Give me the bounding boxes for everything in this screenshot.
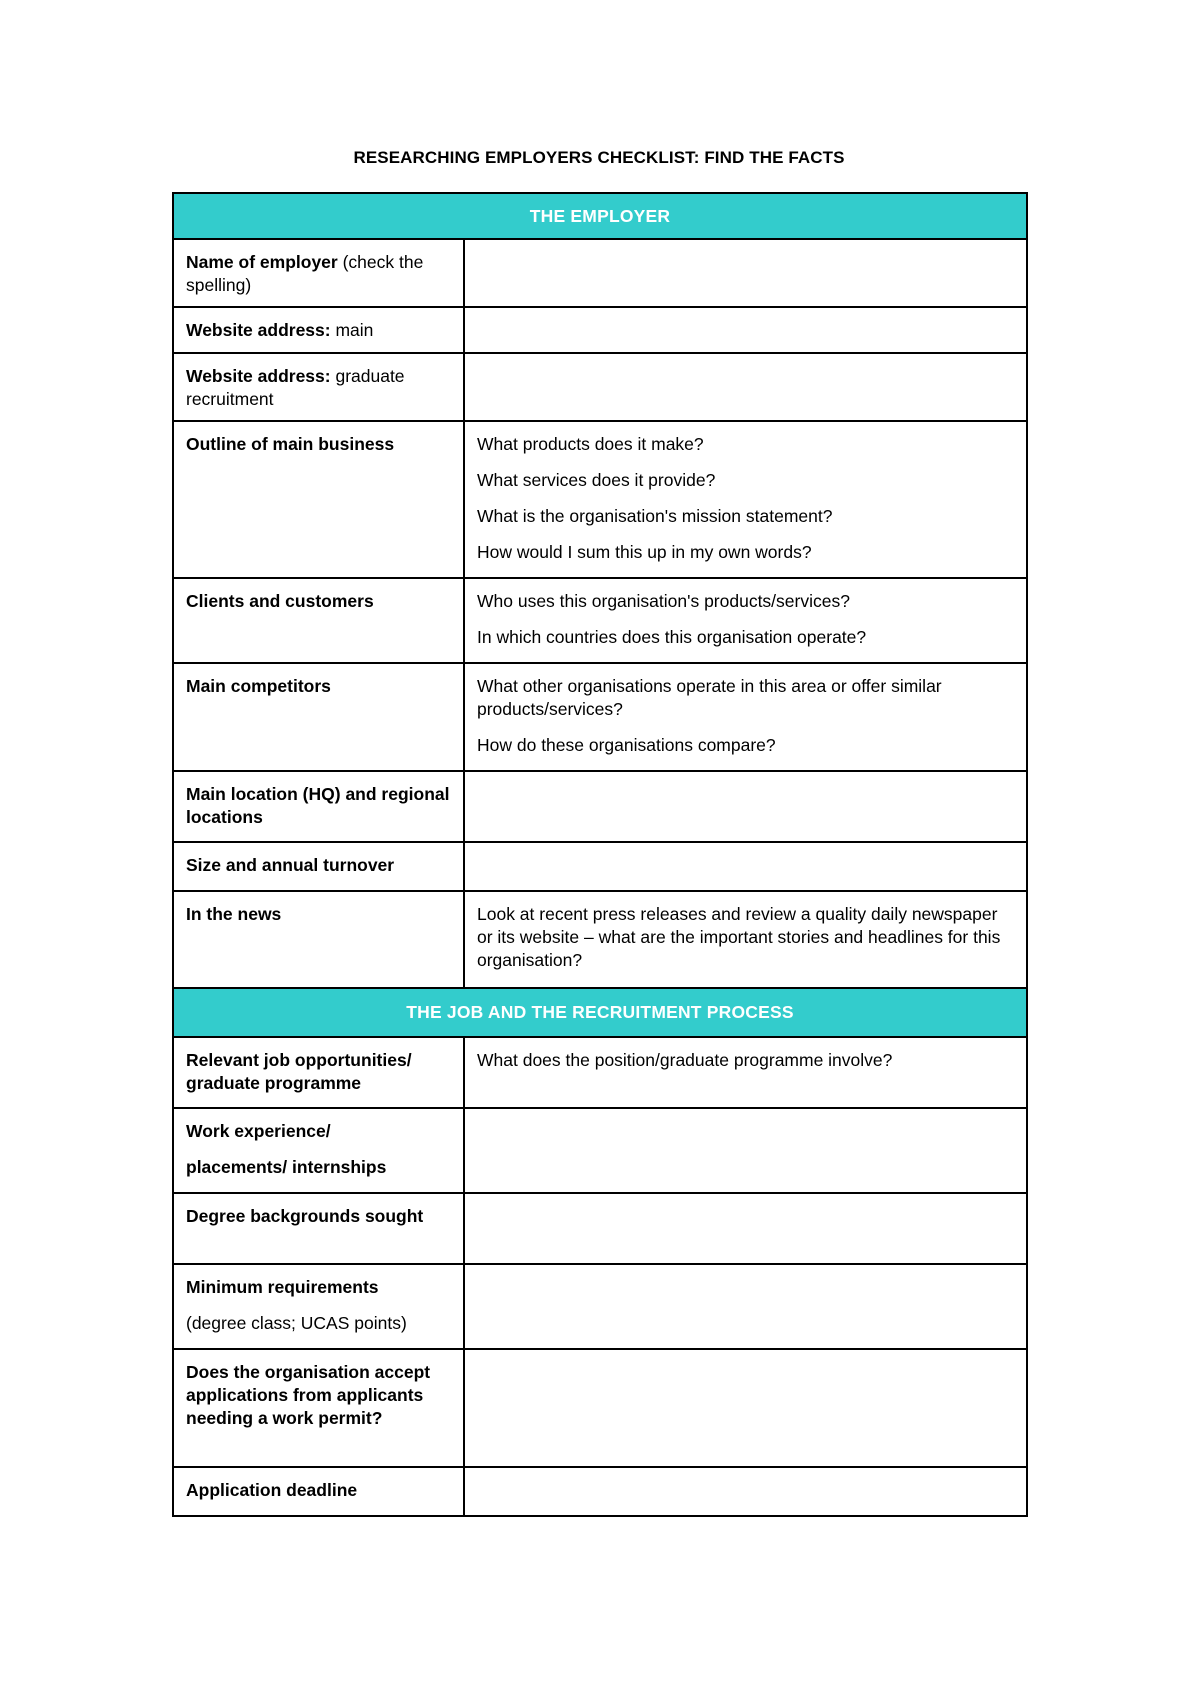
row-label — [173, 771, 464, 842]
table-row — [173, 578, 1027, 663]
section-header-job — [173, 988, 1027, 1037]
row-label — [173, 307, 464, 353]
table-row — [173, 1108, 1027, 1193]
table-row — [173, 353, 1027, 421]
prompt-text: How would I sum this up in my own words? — [477, 542, 812, 562]
table-row — [173, 891, 1027, 988]
prompt-text: In which countries does this organisation operate? — [477, 627, 867, 647]
prompt-cell[interactable] — [464, 663, 1027, 771]
row-label — [173, 842, 464, 891]
section-heading: THE JOB AND THE RECRUITMENT PROCESS — [173, 988, 1027, 1037]
table-row — [173, 842, 1027, 891]
row-label-bold: Name of employer — [186, 252, 338, 272]
prompt-text: What products does it make? — [477, 434, 704, 454]
row-label — [173, 891, 464, 988]
section-heading: THE EMPLOYER — [173, 193, 1027, 239]
row-label — [173, 1264, 464, 1349]
row-label-bold: Website address: — [186, 320, 331, 340]
answer-field-work-permit[interactable] — [464, 1349, 1027, 1467]
prompt-cell[interactable] — [464, 891, 1027, 988]
answer-field-website-main[interactable] — [464, 307, 1027, 353]
table-row — [173, 239, 1027, 307]
row-label-bold: Outline of main business — [186, 434, 395, 454]
row-label — [173, 1108, 464, 1193]
row-label — [173, 663, 464, 771]
answer-field-minimum-requirements[interactable] — [464, 1264, 1027, 1349]
row-label-bold: Does the organisation accept applications from applicants needing a work permit? — [186, 1362, 431, 1428]
row-label — [173, 1037, 464, 1108]
table-row — [173, 663, 1027, 771]
prompt-cell[interactable] — [464, 1037, 1027, 1108]
row-label-bold: Work experience/ — [186, 1121, 331, 1141]
row-label-bold: Degree backgrounds sought — [186, 1206, 424, 1226]
prompt-text: What does the position/graduate programme involve? — [477, 1050, 893, 1070]
row-label-bold: Size and annual turnover — [186, 855, 395, 875]
row-label-note: main — [330, 320, 374, 340]
row-label — [173, 239, 464, 307]
table-row — [173, 421, 1027, 578]
row-label — [173, 421, 464, 578]
row-label — [173, 578, 464, 663]
prompt-text: What other organisations operate in this area or offer similar products/services? — [477, 676, 942, 719]
row-label-note: (degree class; UCAS points) — [186, 1313, 407, 1333]
row-label-note: graduate recruitment — [186, 366, 405, 409]
row-label-bold: Clients and customers — [186, 591, 374, 611]
answer-field-work-experience[interactable] — [464, 1108, 1027, 1193]
answer-field-employer-name[interactable] — [464, 239, 1027, 307]
row-label — [173, 1349, 464, 1467]
row-label-bold: Minimum requirements — [186, 1277, 379, 1297]
section-header-employer — [173, 193, 1027, 239]
prompt-text: What is the organisation's mission statement? — [477, 506, 833, 526]
answer-field-application-deadline[interactable] — [464, 1467, 1027, 1516]
checklist-table — [172, 192, 1028, 1517]
row-label-note: (check the spelling) — [186, 252, 424, 295]
table-row — [173, 1264, 1027, 1349]
table-row — [173, 1193, 1027, 1264]
table-row — [173, 307, 1027, 353]
prompt-text: Who uses this organisation's products/services? — [477, 591, 850, 611]
table-row — [173, 771, 1027, 842]
prompt-text: Look at recent press releases and review a quality daily newspaper or its website – what are the important stories and headlines for this organisation? — [477, 904, 1001, 970]
answer-field-locations[interactable] — [464, 771, 1027, 842]
table-row — [173, 1349, 1027, 1467]
prompt-cell[interactable] — [464, 421, 1027, 578]
answer-field-website-graduate[interactable] — [464, 353, 1027, 421]
row-label-bold: Relevant job opportunities/ graduate programme — [186, 1050, 412, 1093]
table-row — [173, 1467, 1027, 1516]
row-label-bold: placements/ internships — [186, 1157, 387, 1177]
row-label-bold: Application deadline — [186, 1480, 358, 1500]
row-label — [173, 353, 464, 421]
prompt-text: What services does it provide? — [477, 470, 716, 490]
row-label — [173, 1467, 464, 1516]
row-label-bold: In the news — [186, 904, 282, 924]
row-label — [173, 1193, 464, 1264]
prompt-text: How do these organisations compare? — [477, 735, 776, 755]
row-label-bold: Website address: — [186, 366, 331, 386]
table-row — [173, 1037, 1027, 1108]
page-title: RESEARCHING EMPLOYERS CHECKLIST: FIND THE FACTS — [353, 148, 845, 167]
row-label-bold: Main location (HQ) and regional locations — [186, 784, 450, 827]
prompt-cell[interactable] — [464, 578, 1027, 663]
answer-field-size-turnover[interactable] — [464, 842, 1027, 891]
answer-field-degree-backgrounds[interactable] — [464, 1193, 1027, 1264]
row-label-bold: Main competitors — [186, 676, 331, 696]
